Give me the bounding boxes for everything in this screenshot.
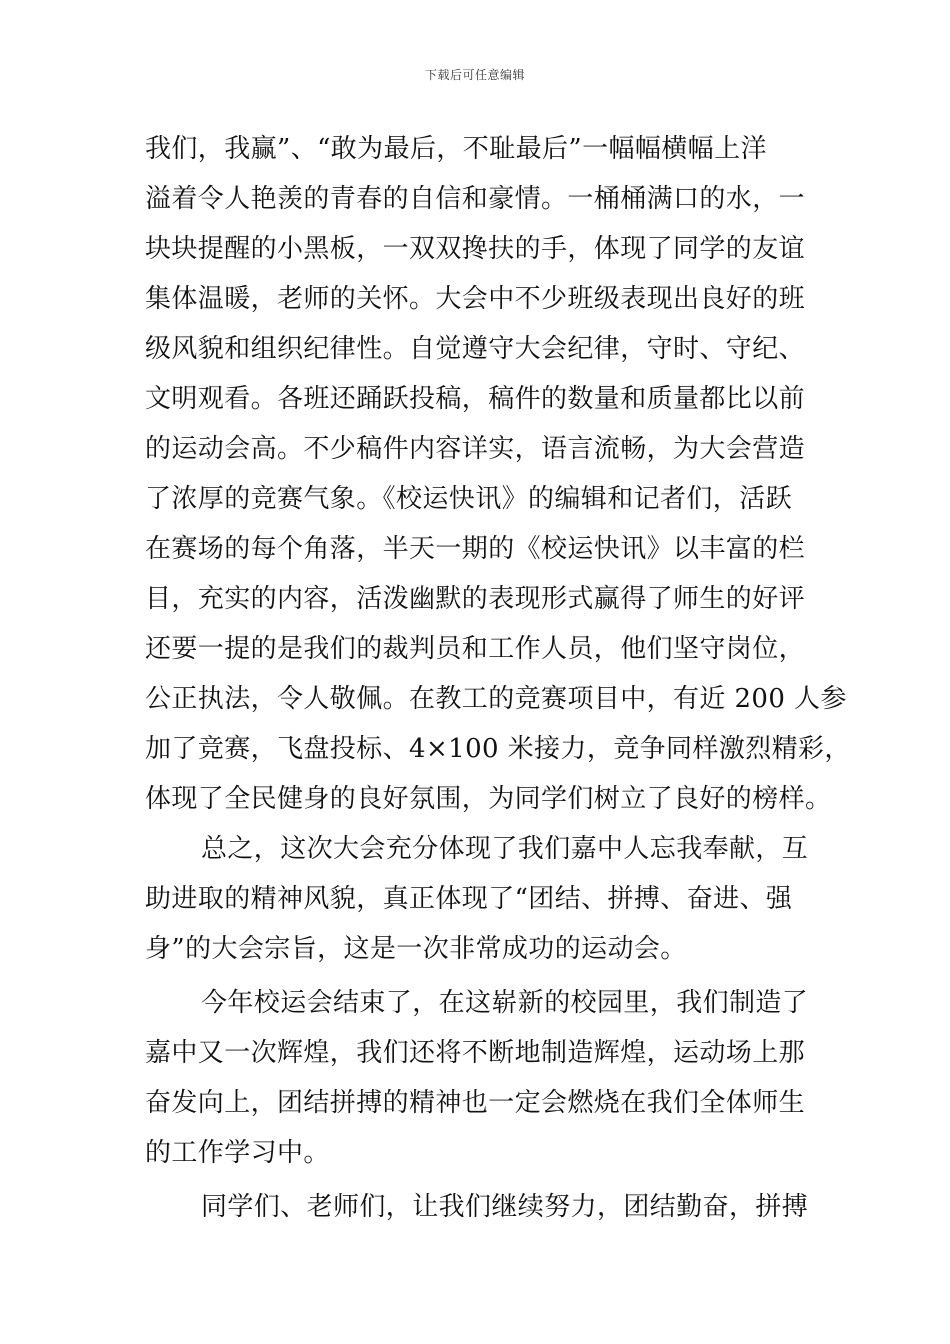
text-line: 体现了全民健身的良好氛围，为同学们树立了良好的榜样。 [145,784,832,814]
text-line: 嘉中又一次辉煌，我们还将不断地制造辉煌，运动场上那 [145,1038,806,1068]
text-line: 级风貌和组织纪律性。自觉遵守大会纪律，守时、守纪、 [145,334,806,364]
text-line: 奋发向上，团结拼搏的精神也一定会燃烧在我们全体师生 [145,1088,806,1118]
text-line: 溢着令人艳羡的青春的自信和豪情。一桶桶满口的水，一 [145,184,806,214]
text-line: 了浓厚的竞赛气象。《校运快讯》的编辑和记者们，活跃 [145,484,793,514]
text-line: 块块提醒的小黑板，一双双搀扶的手，体现了同学的友谊 [145,234,806,264]
paragraph-start-line: 今年校运会结束了，在这崭新的校园里，我们制造了 [201,988,809,1018]
text-line: 在赛场的每个角落，半天一期的《校运快讯》以丰富的栏 [145,534,806,564]
body-text [145,124,851,1232]
page-header: 下载后可任意编辑 [424,68,525,82]
text-line: 的运动会高。不少稿件内容详实，语言流畅，为大会营造 [145,434,806,464]
text-line: 身”的大会宗旨，这是一次非常成功的运动会。 [145,934,687,964]
text-line: 还要一提的是我们的裁判员和工作人员，他们坚守岗位， [145,634,806,664]
text-line: 的工作学习中。 [145,1138,330,1168]
text-line: 公正执法，令人敬佩。在教工的竞赛项目中，有近 200 人参 [145,684,847,714]
paragraph-start-line: 同学们、老师们，让我们继续努力，团结勤奋，拼搏 [201,1192,809,1222]
text-line: 加了竞赛，飞盘投标、4×100 米接力，竞争同样激烈精彩， [145,734,851,764]
text-line: 集体温暖，老师的关怀。大会中不少班级表现出良好的班 [145,284,806,314]
text-line: 文明观看。各班还踊跃投稿，稿件的数量和质量都比以前 [145,384,806,414]
text-line: 我们，我赢”、“敢为最后，不耻最后”一幅幅横幅上洋 [145,134,767,164]
paragraph-start-line: 总之，这次大会充分体现了我们嘉中人忘我奉献，互 [201,834,809,864]
text-line: 助进取的精神风貌，真正体现了“团结、拼搏、奋进、强 [145,884,793,914]
text-line: 目，充实的内容，活泼幽默的表现形式赢得了师生的好评 [145,584,806,614]
